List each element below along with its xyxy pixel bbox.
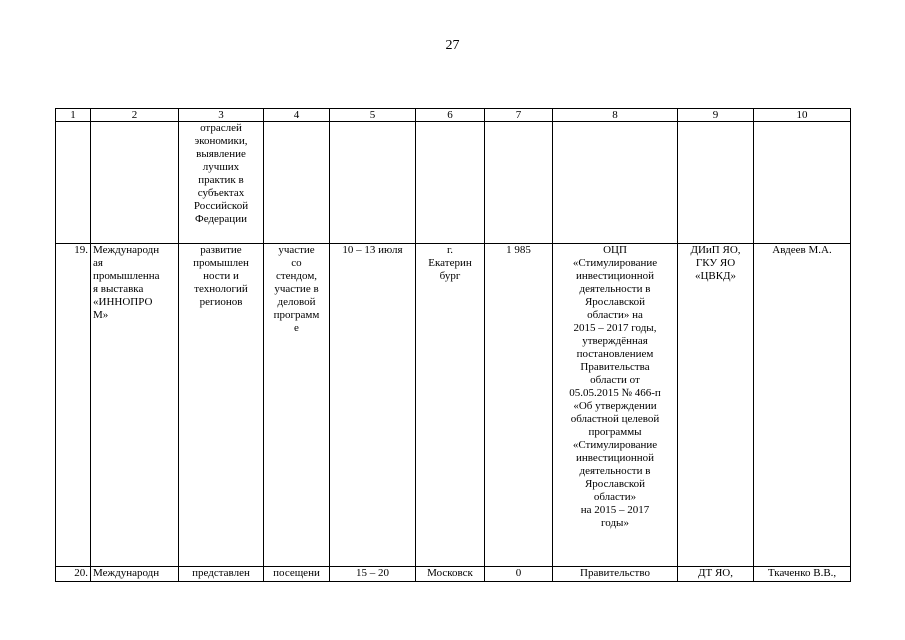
cell-responsible: Авдеев М.А. bbox=[754, 244, 851, 567]
column-number: 4 bbox=[264, 109, 330, 122]
column-number: 5 bbox=[330, 109, 416, 122]
cell-number: 19. bbox=[56, 244, 91, 567]
cell-amount: 0 bbox=[485, 567, 553, 582]
cell-dates: 10 – 13 июля bbox=[330, 244, 416, 567]
table-row-continuation bbox=[56, 122, 851, 244]
cell-place: Московск bbox=[416, 567, 485, 582]
cell-event-name: Международн bbox=[91, 567, 179, 582]
cell-goal: развитие промышлен ности и технологий регионов bbox=[179, 244, 264, 567]
cell-organizer: ДТ ЯО, bbox=[678, 567, 754, 582]
column-number: 7 bbox=[485, 109, 553, 122]
cell-empty bbox=[264, 122, 330, 244]
column-number: 2 bbox=[91, 109, 179, 122]
cell-participation-form: участие со стендом, участие в деловой программ е bbox=[264, 244, 330, 567]
cell-dates: 15 – 20 bbox=[330, 567, 416, 582]
column-number: 6 bbox=[416, 109, 485, 122]
column-number: 1 bbox=[56, 109, 91, 122]
column-number: 3 bbox=[179, 109, 264, 122]
cell-participation-form: посещени bbox=[264, 567, 330, 582]
cell-funding-source: Правительство bbox=[553, 567, 678, 582]
cell-amount: 1 985 bbox=[485, 244, 553, 567]
cell-empty bbox=[678, 122, 754, 244]
cell-event-name: Международн ая промышленна я выставка «ИННОПРО М» bbox=[91, 244, 179, 567]
table-row-20 bbox=[56, 567, 851, 582]
cell-funding-source: ОЦП «Стимулирование инвестиционной деятельности в Ярославской области» на 2015 – 2017 годы, утверждённая постановлением Правительства области от 05.05.2015 № 466-п «Об утверждении областной целевой программы «Стимулирование инвестиционной деятельности в Ярославской области» на 2015 – 2017 годы» bbox=[553, 244, 678, 567]
table-row-19 bbox=[56, 244, 851, 567]
cell-goal: представлен bbox=[179, 567, 264, 582]
cell-empty bbox=[56, 122, 91, 244]
column-number: 8 bbox=[553, 109, 678, 122]
cell-organizer: ДИиП ЯО, ГКУ ЯО «ЦВКД» bbox=[678, 244, 754, 567]
column-numbers-row bbox=[56, 109, 851, 122]
cell-empty bbox=[754, 122, 851, 244]
cell-empty bbox=[330, 122, 416, 244]
column-number: 10 bbox=[754, 109, 851, 122]
cell-goal: отраслей экономики, выявление лучших практик в субъектах Российской Федерации bbox=[179, 122, 264, 244]
cell-place: г. Екатерин бург bbox=[416, 244, 485, 567]
column-number: 9 bbox=[678, 109, 754, 122]
cell-responsible: Ткаченко В.В., bbox=[754, 567, 851, 582]
cell-number: 20. bbox=[56, 567, 91, 582]
cell-empty bbox=[485, 122, 553, 244]
events-table bbox=[55, 108, 851, 582]
page-number: 27 bbox=[445, 38, 460, 53]
cell-empty bbox=[91, 122, 179, 244]
cell-empty bbox=[416, 122, 485, 244]
cell-empty bbox=[553, 122, 678, 244]
